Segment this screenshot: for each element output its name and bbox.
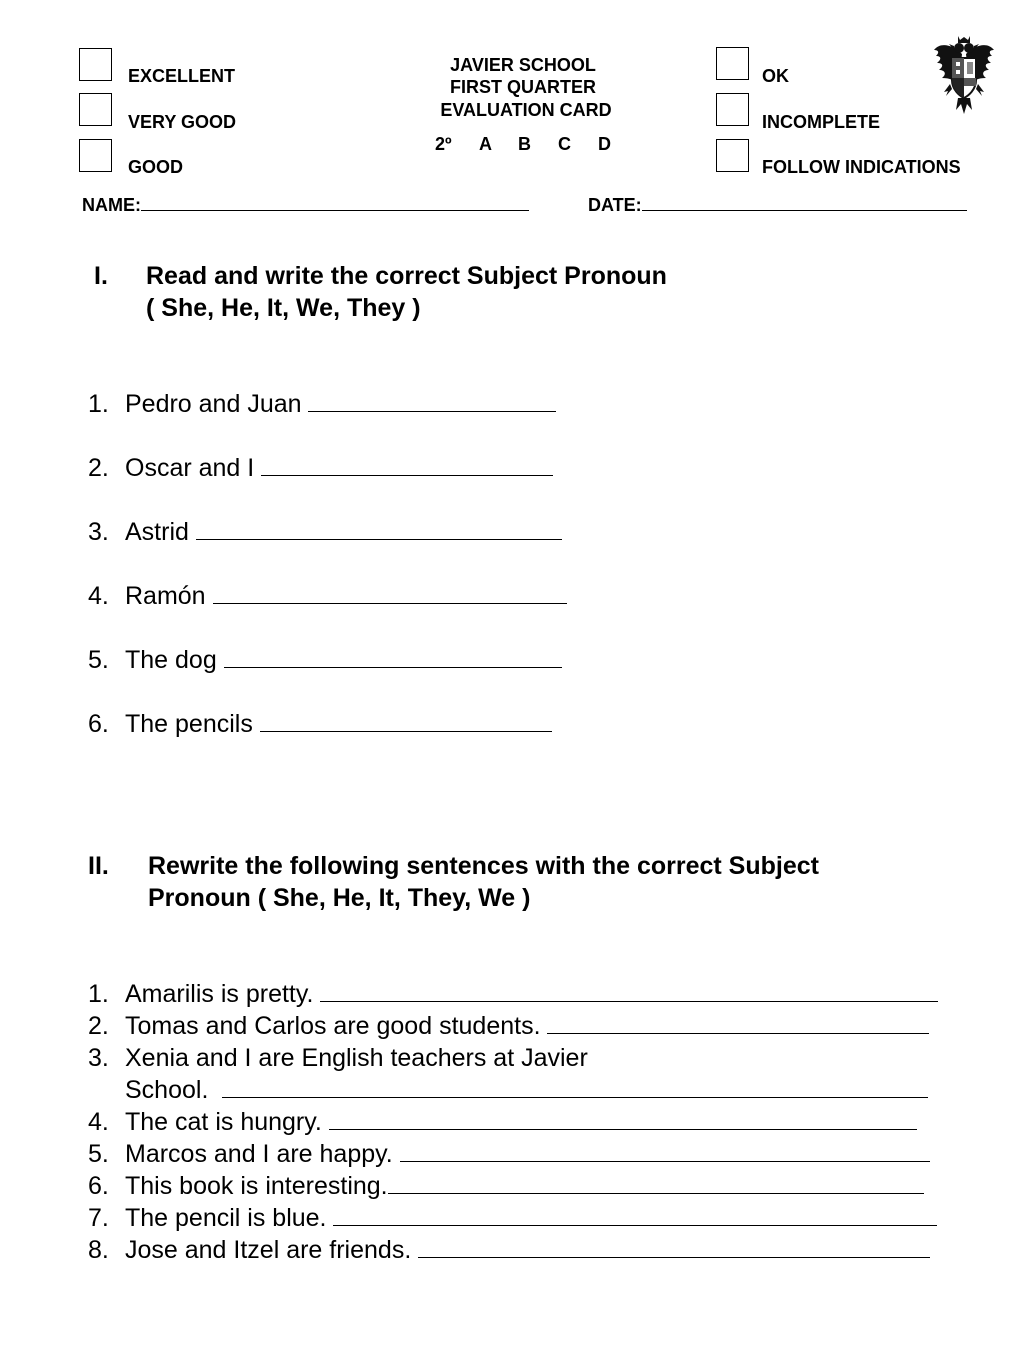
incomplete-label: INCOMPLETE [762,112,881,132]
item-number: 6. [88,710,109,738]
item-text: The pencil is blue. [125,1204,327,1232]
ok-label: OK [762,66,789,86]
item-number: 6. [88,1172,109,1200]
section-2-subtitle: Pronoun ( She, He, It, They, We ) [148,884,531,912]
date-label: DATE: [588,195,642,215]
answer-blank[interactable] [547,1011,929,1034]
card-title: EVALUATION CARD [440,100,612,120]
section-1-subtitle: ( She, He, It, We, They ) [146,294,421,322]
eagle-crest-icon [928,34,1000,116]
group-c[interactable]: C [558,134,571,154]
item-number: 5. [88,1140,109,1168]
item-text: Oscar and I [125,454,255,482]
answer-blank[interactable] [224,645,562,668]
date-line[interactable] [642,195,967,211]
item-text: The cat is hungry. [125,1108,322,1136]
name-field[interactable] [82,195,529,215]
item-text: Jose and Itzel are friends. [125,1236,412,1264]
item-number: 8. [88,1236,109,1264]
item-text: Xenia and I are English teachers at Javier [125,1044,588,1072]
answer-blank[interactable] [308,389,556,412]
answer-blank[interactable] [222,1075,928,1098]
section-2-number: II. [88,852,109,880]
ok-checkbox[interactable] [716,47,749,80]
item-text: This book is interesting. [125,1172,388,1200]
item-text: Pedro and Juan [125,390,302,418]
name-label: NAME: [82,195,141,215]
answer-blank[interactable] [333,1203,937,1226]
answer-blank[interactable] [196,517,562,540]
follow-indications-label: FOLLOW INDICATIONS [762,157,961,177]
item-text: Ramón [125,582,206,610]
item-number: 4. [88,582,109,610]
item-number: 1. [88,980,109,1008]
item-number: 2. [88,1012,109,1040]
item-number: 1. [88,390,109,418]
item-number: 2. [88,454,109,482]
item-text: Amarilis is pretty. [125,980,314,1008]
school-name: JAVIER SCHOOL [450,55,596,75]
item-text: Marcos and I are happy. [125,1140,393,1168]
good-label: GOOD [128,157,184,177]
answer-blank[interactable] [213,581,567,604]
section-1-title: Read and write the correct Subject Pronoun [146,262,667,290]
answer-blank[interactable] [388,1171,924,1194]
answer-blank[interactable] [260,709,552,732]
answer-blank[interactable] [261,453,553,476]
good-checkbox[interactable] [79,139,112,172]
answer-blank[interactable] [329,1107,917,1130]
very-good-checkbox[interactable] [79,93,112,126]
group-d[interactable]: D [598,134,611,154]
incomplete-checkbox[interactable] [716,93,749,126]
follow-indications-checkbox[interactable] [716,139,749,172]
excellent-label: EXCELLENT [128,66,236,86]
grade-level: 2º [435,134,452,154]
item-text: The dog [125,646,217,674]
date-field[interactable] [588,195,967,215]
item-number: 7. [88,1204,109,1232]
item-number: 3. [88,1044,109,1072]
item-number: 5. [88,646,109,674]
answer-blank[interactable] [418,1235,930,1258]
excellent-checkbox[interactable] [79,48,112,81]
group-a[interactable]: A [479,134,492,154]
item-number: 3. [88,518,109,546]
answer-blank[interactable] [400,1139,930,1162]
section-2-title: Rewrite the following sentences with the correct Subject [148,852,819,880]
item-text-continued: School. [125,1076,209,1104]
section-1-number: I. [94,262,108,290]
quarter-title: FIRST QUARTER [450,77,596,97]
name-line[interactable] [141,195,529,211]
answer-blank[interactable] [320,979,938,1002]
item-number: 4. [88,1108,109,1136]
group-b[interactable]: B [518,134,531,154]
item-text: Astrid [125,518,189,546]
item-text: Tomas and Carlos are good students. [125,1012,541,1040]
item-text: The pencils [125,710,253,738]
very-good-label: VERY GOOD [128,112,237,132]
